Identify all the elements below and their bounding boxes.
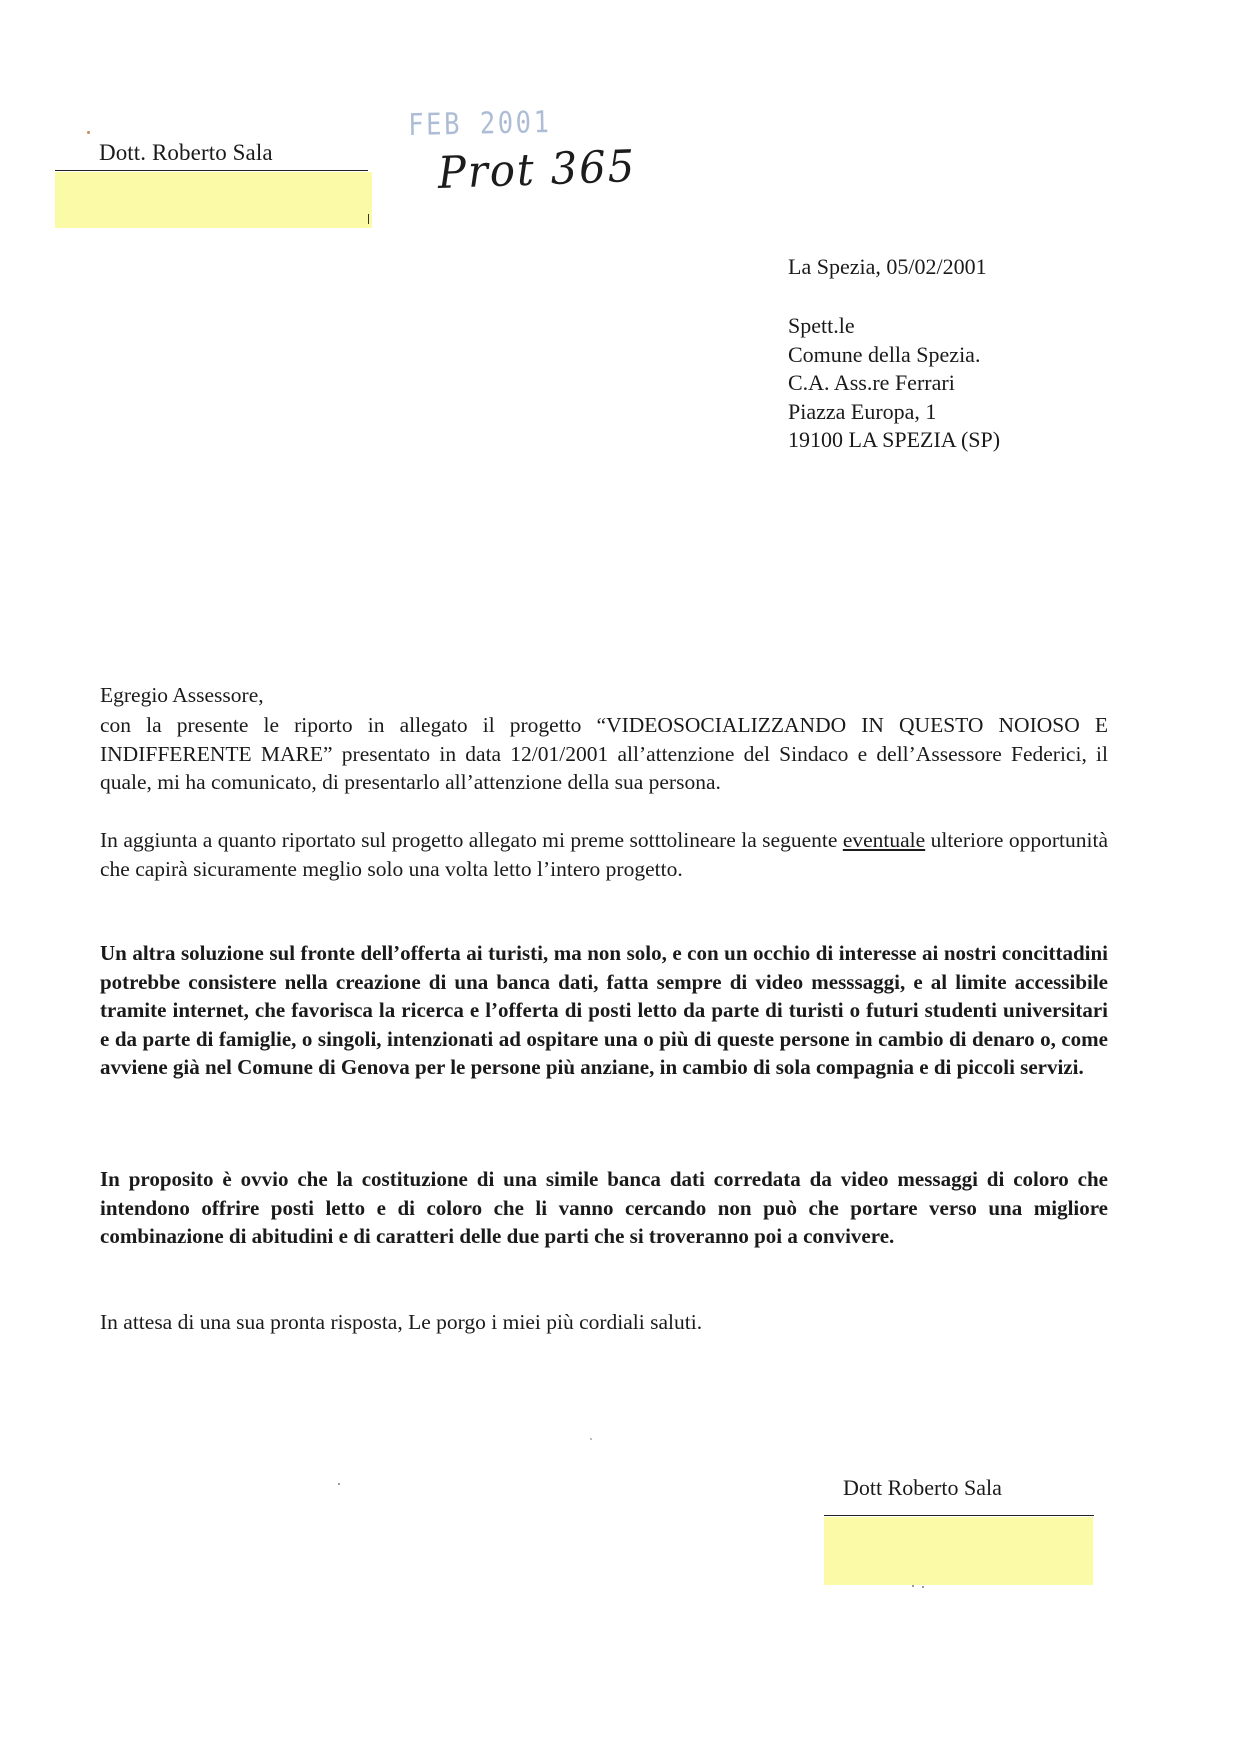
handwritten-protocol-number: Prot 365 [437,141,638,199]
paragraph-2-text: In aggiunta a quanto riportato sul progetto allegato mi preme sotttolineare la seguente [100,828,843,852]
recipient-line: Spett.le [788,313,855,338]
underlined-word: eventuale [842,828,926,852]
paragraph-1: con la presente le riporto in allegato il progetto “VIDEOSOCIALIZZANDO IN QUESTO NOIOSO E INDIFFERENTE MARE” presentato in data 12/01/2001 all’attenzione del Sindaco e dell’Assessore Federici, il quale, mi ha comunicato, di presentarlo all’attenzione della sua persona. [100,713,1108,794]
sender-redaction [55,172,372,228]
scan-speck [912,1585,914,1587]
closing-paragraph: In attesa di una sua pronta risposta, Le porgo i miei più cordiali saluti. [100,1310,703,1334]
signature-line [824,1515,1094,1516]
recipient-line: C.A. Ass.re Ferrari [788,370,955,395]
paragraph-3-bold: Un altra soluzione sul fronte dell’offerta ai turisti, ma non solo, e con un occhio di interesse ai nostri concittadini potrebbe consistere nella creazione di una banca dati, fatta sempre di video messsaggi, e al limite accessibile tramite internet, che favorisca la ricerca e l’offerta di posti letto da parte di turisti o futuri studenti universitari e da parte di famiglie, o singoli, intenzionati ad ospitare una o più di queste persone in cambio di denaro o, come avviene già nel Comune di Genova per le persone più anziane, in cambio di sola compagnia e di piccoli servizi. [100,941,1108,1079]
place-date: La Spezia, 05/02/2001 [788,254,987,279]
scan-speck [368,214,369,224]
recipient-address [788,312,1000,455]
scan-speck [87,131,90,134]
scan-speck [590,1438,592,1440]
scan-speck [922,1586,924,1588]
received-stamp: FEB 2001 [408,105,552,143]
paragraph-4-bold: In proposito è ovvio che la costituzione di una simile banca dati corredata da video messaggi di coloro che intendono offrire posti letto e di coloro che li vanno cercando non può che portare verso una migliore combinazione di abitudini e di caratteri delle due parti che si troveranno poi a convivere. [100,1167,1108,1248]
signature-name: Dott Roberto Sala [843,1475,1002,1500]
sender-underline [55,170,368,171]
paragraph-2 [100,826,1108,883]
scan-speck [338,1483,340,1485]
sender-name: Dott. Roberto Sala [99,140,273,165]
recipient-line: 19100 LA SPEZIA (SP) [788,427,1001,452]
salutation: Egregio Assessore, [100,683,264,707]
recipient-line: Piazza Europa, 1 [788,398,937,424]
signature-redaction [824,1517,1093,1585]
recipient-line: Comune della Spezia. [788,341,981,367]
paragraph-2-text-end: ulteriore opportunità che capirà sicuramente meglio solo una volta letto l’intero progetto. [100,828,1108,881]
